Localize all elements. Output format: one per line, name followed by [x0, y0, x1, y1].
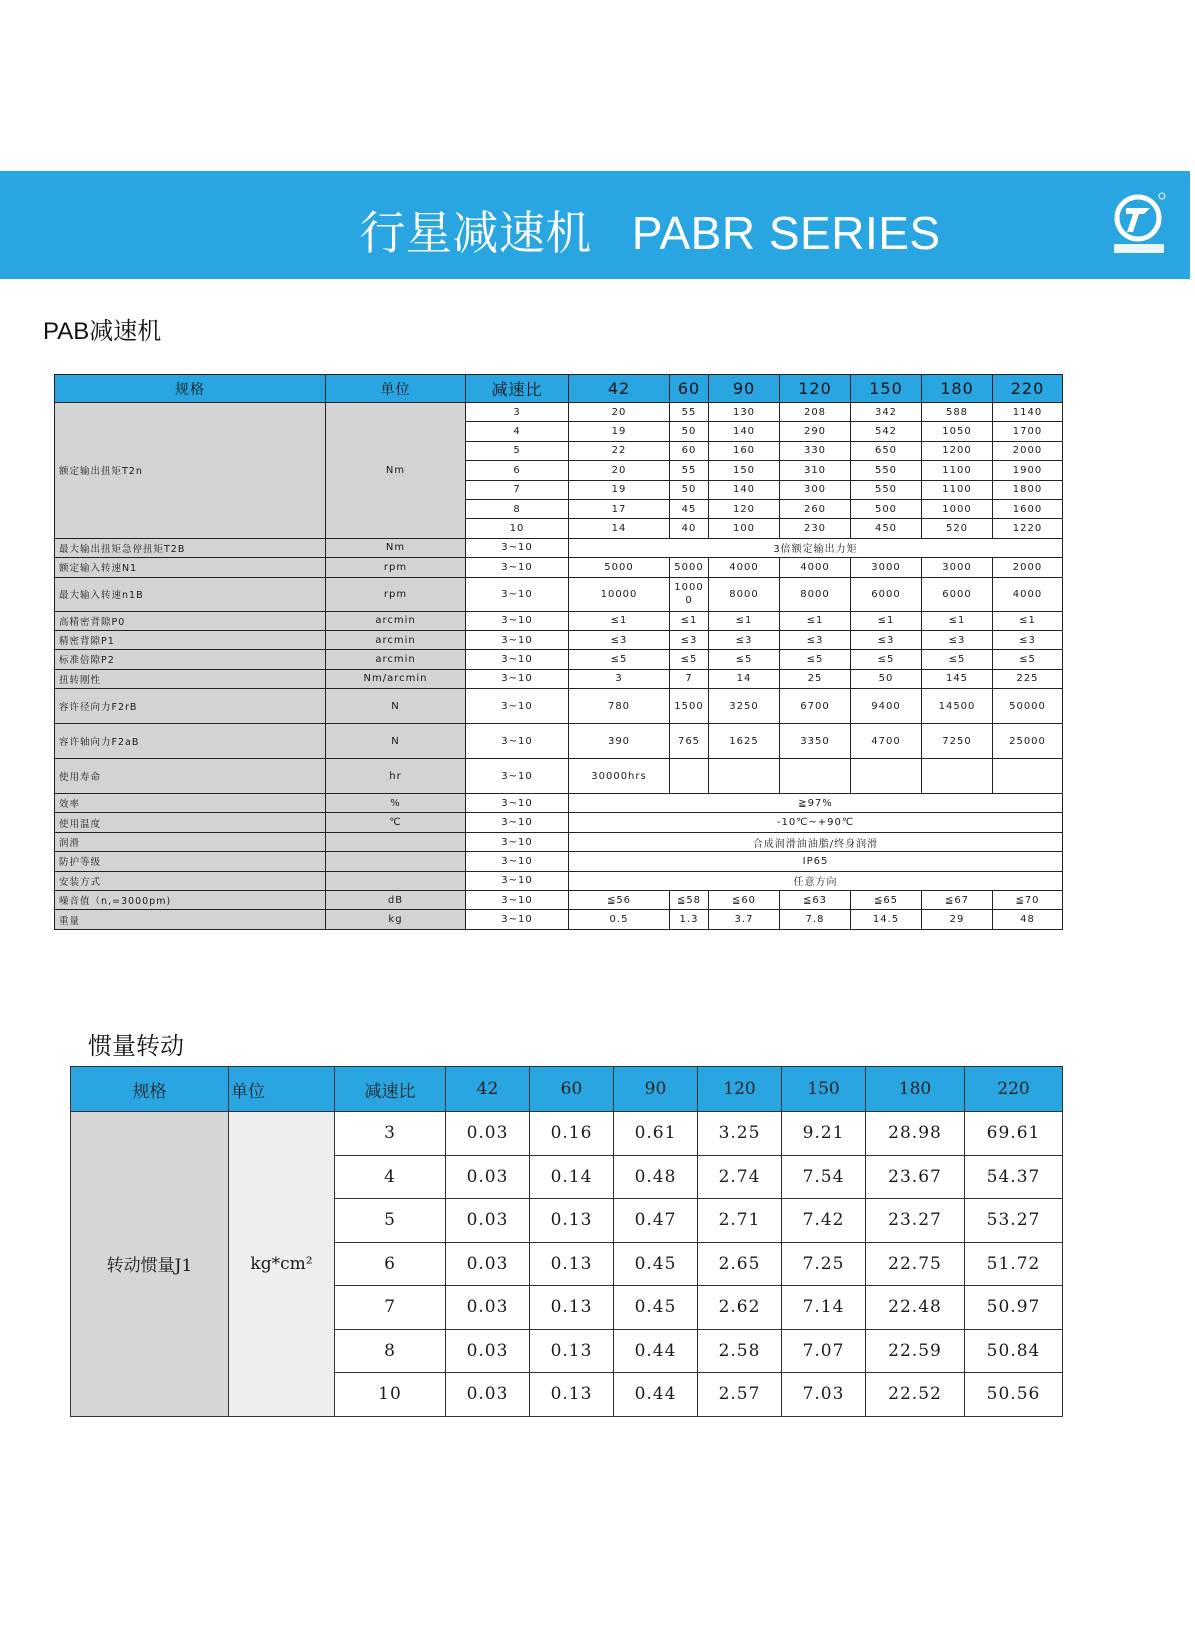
value-cell [851, 759, 922, 794]
value-cell: 23.67 [866, 1155, 965, 1199]
value-cell: 3250 [709, 689, 780, 724]
value-cell: 4000 [780, 558, 851, 577]
value-cell: 3 [569, 669, 670, 688]
value-cell: 542 [851, 422, 922, 441]
table-row [55, 813, 1063, 832]
row-unit: arcmin [326, 611, 466, 630]
row-unit [326, 871, 466, 890]
table-row [55, 538, 1063, 557]
column-header: 减速比 [335, 1067, 446, 1112]
column-header: 220 [993, 375, 1063, 403]
inertia-table [70, 1066, 1063, 1417]
value-cell: 208 [780, 403, 851, 422]
value-cell: 50 [670, 422, 709, 441]
ratio-cell: 3~10 [466, 689, 569, 724]
value-cell: 2000 [993, 441, 1063, 460]
value-cell: 45 [670, 499, 709, 518]
value-cell: 160 [709, 441, 780, 460]
value-cell: 48 [993, 910, 1063, 929]
row-unit: arcmin [326, 630, 466, 649]
value-cell: ≤3 [569, 630, 670, 649]
ratio-cell: 4 [335, 1155, 446, 1199]
value-cell: ≤3 [780, 630, 851, 649]
merged-value-cell: ≧97% [569, 794, 1063, 813]
value-cell: 20 [569, 403, 670, 422]
value-cell: 14 [569, 519, 670, 538]
value-cell: 300 [780, 480, 851, 499]
value-cell: 7 [670, 669, 709, 688]
value-cell: 0.13 [530, 1373, 614, 1417]
value-cell: 0.13 [530, 1329, 614, 1373]
value-cell: 14500 [922, 689, 993, 724]
value-cell: 1900 [993, 461, 1063, 480]
row-unit: hr [326, 759, 466, 794]
value-cell: 1200 [922, 441, 993, 460]
column-header: 60 [670, 375, 709, 403]
value-cell: 50.56 [965, 1373, 1063, 1417]
value-cell: ≦65 [851, 891, 922, 910]
row-label: 最大输出扭矩急停扭矩T2B [55, 538, 326, 557]
value-cell: 7250 [922, 724, 993, 759]
ratio-cell: 3~10 [466, 794, 569, 813]
row-label: 精密背隙P1 [55, 630, 326, 649]
value-cell: 2.62 [698, 1286, 782, 1330]
value-cell: 145 [922, 669, 993, 688]
value-cell: 9400 [851, 689, 922, 724]
value-cell: 7.42 [782, 1199, 866, 1243]
row-unit [326, 832, 466, 851]
value-cell: 19 [569, 422, 670, 441]
value-cell: ≤5 [922, 650, 993, 669]
value-cell: 150 [709, 461, 780, 480]
ratio-cell: 3 [335, 1112, 446, 1156]
value-cell: 7.8 [780, 910, 851, 929]
value-cell: ≤3 [670, 630, 709, 649]
table-row [55, 558, 1063, 577]
value-cell: 53.27 [965, 1199, 1063, 1243]
value-cell: 0.61 [614, 1112, 698, 1156]
value-cell: 50.97 [965, 1286, 1063, 1330]
value-cell: 8000 [780, 577, 851, 611]
value-cell: ≤5 [569, 650, 670, 669]
ratio-cell: 3~10 [466, 891, 569, 910]
row-label: 额定输入转速N1 [55, 558, 326, 577]
ratio-cell: 3~10 [466, 813, 569, 832]
ratio-cell: 3~10 [466, 538, 569, 557]
header-banner [0, 171, 1190, 279]
column-header: 120 [698, 1067, 782, 1112]
value-cell: 5000 [670, 558, 709, 577]
value-cell: 50.84 [965, 1329, 1063, 1373]
value-cell: 0.47 [614, 1199, 698, 1243]
column-header: 120 [780, 375, 851, 403]
value-cell: ≤5 [851, 650, 922, 669]
ratio-cell: 6 [335, 1242, 446, 1286]
value-cell: 60 [670, 441, 709, 460]
value-cell: 23.27 [866, 1199, 965, 1243]
value-cell: ≤5 [993, 650, 1063, 669]
value-cell: 500 [851, 499, 922, 518]
value-cell: 25 [780, 669, 851, 688]
row-label: 噪音值（n,=3000pm) [55, 891, 326, 910]
ratio-cell: 6 [466, 461, 569, 480]
value-cell: 69.61 [965, 1112, 1063, 1156]
value-cell: 0.13 [530, 1242, 614, 1286]
value-cell [709, 759, 780, 794]
value-cell: 8000 [709, 577, 780, 611]
value-cell: 450 [851, 519, 922, 538]
column-header: 规格 [55, 375, 326, 403]
table-row [55, 630, 1063, 649]
value-cell: 330 [780, 441, 851, 460]
column-header: 90 [709, 375, 780, 403]
row-unit: % [326, 794, 466, 813]
value-cell: ≤5 [780, 650, 851, 669]
value-cell: 0.44 [614, 1373, 698, 1417]
value-cell: ≦58 [670, 891, 709, 910]
table-row [55, 689, 1063, 724]
value-cell: 140 [709, 422, 780, 441]
row-unit [326, 852, 466, 871]
column-header: 150 [851, 375, 922, 403]
column-header: 180 [866, 1067, 965, 1112]
table-row [55, 794, 1063, 813]
value-cell: 1800 [993, 480, 1063, 499]
value-cell: 0.48 [614, 1155, 698, 1199]
ratio-cell: 8 [335, 1329, 446, 1373]
column-header: 42 [569, 375, 670, 403]
value-cell [922, 759, 993, 794]
value-cell: 1700 [993, 422, 1063, 441]
value-cell: 0.14 [530, 1155, 614, 1199]
table-row [55, 577, 1063, 611]
column-header: 单位 [326, 375, 466, 403]
value-cell: 50 [670, 480, 709, 499]
value-cell: 1050 [922, 422, 993, 441]
row-unit: ℃ [326, 813, 466, 832]
row-unit: rpm [326, 577, 466, 611]
ratio-cell: 5 [335, 1199, 446, 1243]
row-unit: rpm [326, 558, 466, 577]
value-cell: 17 [569, 499, 670, 518]
value-cell: 7.07 [782, 1329, 866, 1373]
value-cell: ≤1 [922, 611, 993, 630]
value-cell: 7.14 [782, 1286, 866, 1330]
value-cell: 40 [670, 519, 709, 538]
value-cell: ≤1 [709, 611, 780, 630]
value-cell: 1100 [922, 461, 993, 480]
value-cell: 2.58 [698, 1329, 782, 1373]
ratio-cell: 3~10 [466, 724, 569, 759]
value-cell: 1600 [993, 499, 1063, 518]
table-row [55, 832, 1063, 851]
value-cell: 1140 [993, 403, 1063, 422]
value-cell: 520 [922, 519, 993, 538]
table-row [55, 871, 1063, 890]
row-label: 额定输出扭矩T2n [55, 403, 326, 539]
value-cell: 2.57 [698, 1373, 782, 1417]
column-header: 42 [446, 1067, 530, 1112]
row-label: 转动惯量J1 [71, 1112, 229, 1417]
row-unit: Nm/arcmin [326, 669, 466, 688]
table-header-row [55, 375, 1063, 403]
row-label: 润滑 [55, 832, 326, 851]
value-cell: ≤1 [780, 611, 851, 630]
ratio-cell: 10 [335, 1373, 446, 1417]
value-cell: 3000 [851, 558, 922, 577]
value-cell: 2.71 [698, 1199, 782, 1243]
value-cell: 55 [670, 403, 709, 422]
table-row [55, 669, 1063, 688]
row-label: 使用温度 [55, 813, 326, 832]
ratio-cell: 3~10 [466, 577, 569, 611]
value-cell: ≦70 [993, 891, 1063, 910]
value-cell: 20 [569, 461, 670, 480]
ratio-cell: 10 [466, 519, 569, 538]
value-cell: 30000hrs [569, 759, 670, 794]
ratio-cell: 5 [466, 441, 569, 460]
value-cell: 0.03 [446, 1155, 530, 1199]
column-header: 150 [782, 1067, 866, 1112]
value-cell: 50 [851, 669, 922, 688]
table-row [55, 650, 1063, 669]
merged-value-cell: IP65 [569, 852, 1063, 871]
value-cell: 6000 [922, 577, 993, 611]
value-cell [780, 759, 851, 794]
value-cell: 780 [569, 689, 670, 724]
value-cell: 3.7 [709, 910, 780, 929]
table-header-row [71, 1067, 1063, 1112]
value-cell: ≦63 [780, 891, 851, 910]
value-cell: ≦60 [709, 891, 780, 910]
row-unit: dB [326, 891, 466, 910]
value-cell: ≤1 [569, 611, 670, 630]
ratio-cell: 3~10 [466, 852, 569, 871]
value-cell: 0.5 [569, 910, 670, 929]
value-cell: 0.45 [614, 1242, 698, 1286]
value-cell: 0.16 [530, 1112, 614, 1156]
value-cell: 0.45 [614, 1286, 698, 1330]
value-cell: 0.44 [614, 1329, 698, 1373]
table-row [55, 759, 1063, 794]
value-cell: 6000 [851, 577, 922, 611]
row-label: 安装方式 [55, 871, 326, 890]
ratio-cell: 8 [466, 499, 569, 518]
row-label: 使用寿命 [55, 759, 326, 794]
table-row [55, 910, 1063, 929]
value-cell: 4000 [993, 577, 1063, 611]
value-cell: 1000 [922, 499, 993, 518]
row-label: 防护等级 [55, 852, 326, 871]
company-logo [1110, 190, 1172, 256]
value-cell: 22 [569, 441, 670, 460]
value-cell: ≦67 [922, 891, 993, 910]
row-unit: Nm [326, 538, 466, 557]
value-cell: 54.37 [965, 1155, 1063, 1199]
ratio-cell: 7 [466, 480, 569, 499]
value-cell: 5000 [569, 558, 670, 577]
value-cell: 140 [709, 480, 780, 499]
ratio-cell: 3~10 [466, 650, 569, 669]
row-unit: Nm [326, 403, 466, 539]
value-cell: 2.65 [698, 1242, 782, 1286]
value-cell: 1100 [922, 480, 993, 499]
value-cell: 14.5 [851, 910, 922, 929]
value-cell: 550 [851, 461, 922, 480]
value-cell: 14 [709, 669, 780, 688]
value-cell: 25000 [993, 724, 1063, 759]
row-unit: N [326, 724, 466, 759]
value-cell: 130 [709, 403, 780, 422]
value-cell: 588 [922, 403, 993, 422]
table-row [55, 611, 1063, 630]
column-header: 60 [530, 1067, 614, 1112]
value-cell: 10000 [569, 577, 670, 611]
row-label: 效率 [55, 794, 326, 813]
value-cell: 4000 [709, 558, 780, 577]
column-header: 180 [922, 375, 993, 403]
table-row [55, 852, 1063, 871]
ratio-cell: 7 [335, 1286, 446, 1330]
value-cell: 22.59 [866, 1329, 965, 1373]
merged-value-cell: 3倍额定输出力矩 [569, 538, 1063, 557]
section-title-pab: PAB减速机 [43, 318, 162, 345]
value-cell: 4700 [851, 724, 922, 759]
column-header: 减速比 [466, 375, 569, 403]
table-row [71, 1112, 1063, 1156]
value-cell: 310 [780, 461, 851, 480]
value-cell: 550 [851, 480, 922, 499]
value-cell: 650 [851, 441, 922, 460]
ratio-cell: 3 [466, 403, 569, 422]
value-cell: 225 [993, 669, 1063, 688]
page-title: 行星减速机 PABR SERIES [359, 207, 941, 259]
value-cell: 2000 [993, 558, 1063, 577]
ratio-cell: 3~10 [466, 669, 569, 688]
row-label: 扭转刚性 [55, 669, 326, 688]
value-cell: ≤1 [851, 611, 922, 630]
section-title-inertia: 惯量转动 [88, 1033, 184, 1060]
value-cell: 765 [670, 724, 709, 759]
value-cell: 0.03 [446, 1329, 530, 1373]
merged-value-cell: 合成润滑油油脂/终身润滑 [569, 832, 1063, 851]
value-cell: 1625 [709, 724, 780, 759]
value-cell: 29 [922, 910, 993, 929]
value-cell: 6700 [780, 689, 851, 724]
value-cell: 22.52 [866, 1373, 965, 1417]
value-cell: ≤5 [670, 650, 709, 669]
value-cell: 290 [780, 422, 851, 441]
value-cell [993, 759, 1063, 794]
pab-spec-table [54, 374, 1063, 930]
row-unit: N [326, 689, 466, 724]
value-cell [670, 759, 709, 794]
value-cell: 0.03 [446, 1112, 530, 1156]
column-header: 220 [965, 1067, 1063, 1112]
value-cell: 7.25 [782, 1242, 866, 1286]
row-label: 标准倍隙P2 [55, 650, 326, 669]
value-cell: 342 [851, 403, 922, 422]
value-cell: 1.3 [670, 910, 709, 929]
value-cell: 0.13 [530, 1199, 614, 1243]
ratio-cell: 4 [466, 422, 569, 441]
row-unit: kg [326, 910, 466, 929]
value-cell: ≤3 [993, 630, 1063, 649]
value-cell: 120 [709, 499, 780, 518]
row-unit: arcmin [326, 650, 466, 669]
row-label: 容许轴向力F2aB [55, 724, 326, 759]
column-header: 单位 [229, 1067, 335, 1112]
row-unit: kg*cm² [229, 1112, 335, 1417]
value-cell: ≤3 [709, 630, 780, 649]
value-cell: 1500 [670, 689, 709, 724]
value-cell: ≤1 [993, 611, 1063, 630]
value-cell: 390 [569, 724, 670, 759]
ratio-cell: 3~10 [466, 871, 569, 890]
value-cell: 1000 0 [670, 577, 709, 611]
column-header: 90 [614, 1067, 698, 1112]
value-cell: 3000 [922, 558, 993, 577]
value-cell: 1220 [993, 519, 1063, 538]
value-cell: 260 [780, 499, 851, 518]
ratio-cell: 3~10 [466, 558, 569, 577]
value-cell: 51.72 [965, 1242, 1063, 1286]
value-cell: 55 [670, 461, 709, 480]
row-label: 高精密背隙P0 [55, 611, 326, 630]
value-cell: 230 [780, 519, 851, 538]
value-cell: 0.03 [446, 1242, 530, 1286]
value-cell: 3.25 [698, 1112, 782, 1156]
value-cell: ≦56 [569, 891, 670, 910]
value-cell: 100 [709, 519, 780, 538]
value-cell: ≤5 [709, 650, 780, 669]
value-cell: 0.03 [446, 1286, 530, 1330]
merged-value-cell: -10℃~+90℃ [569, 813, 1063, 832]
ratio-cell: 3~10 [466, 832, 569, 851]
row-label: 重量 [55, 910, 326, 929]
value-cell: 50000 [993, 689, 1063, 724]
ratio-cell: 3~10 [466, 759, 569, 794]
column-header: 规格 [71, 1067, 229, 1112]
ratio-cell: 3~10 [466, 630, 569, 649]
table-row [55, 724, 1063, 759]
value-cell: 0.13 [530, 1286, 614, 1330]
value-cell: 28.98 [866, 1112, 965, 1156]
value-cell: 7.03 [782, 1373, 866, 1417]
value-cell: 0.03 [446, 1373, 530, 1417]
table-row [55, 403, 1063, 422]
row-label: 容许径向力F2rB [55, 689, 326, 724]
value-cell: ≤1 [670, 611, 709, 630]
value-cell: 19 [569, 480, 670, 499]
value-cell: 7.54 [782, 1155, 866, 1199]
value-cell: 22.48 [866, 1286, 965, 1330]
table-row [55, 891, 1063, 910]
ratio-cell: 3~10 [466, 611, 569, 630]
value-cell: ≤3 [922, 630, 993, 649]
value-cell: 9.21 [782, 1112, 866, 1156]
ratio-cell: 3~10 [466, 910, 569, 929]
value-cell: ≤3 [851, 630, 922, 649]
value-cell: 3350 [780, 724, 851, 759]
merged-value-cell: 任意方向 [569, 871, 1063, 890]
value-cell: 22.75 [866, 1242, 965, 1286]
row-label: 最大输入转速n1B [55, 577, 326, 611]
value-cell: 0.03 [446, 1199, 530, 1243]
value-cell: 2.74 [698, 1155, 782, 1199]
